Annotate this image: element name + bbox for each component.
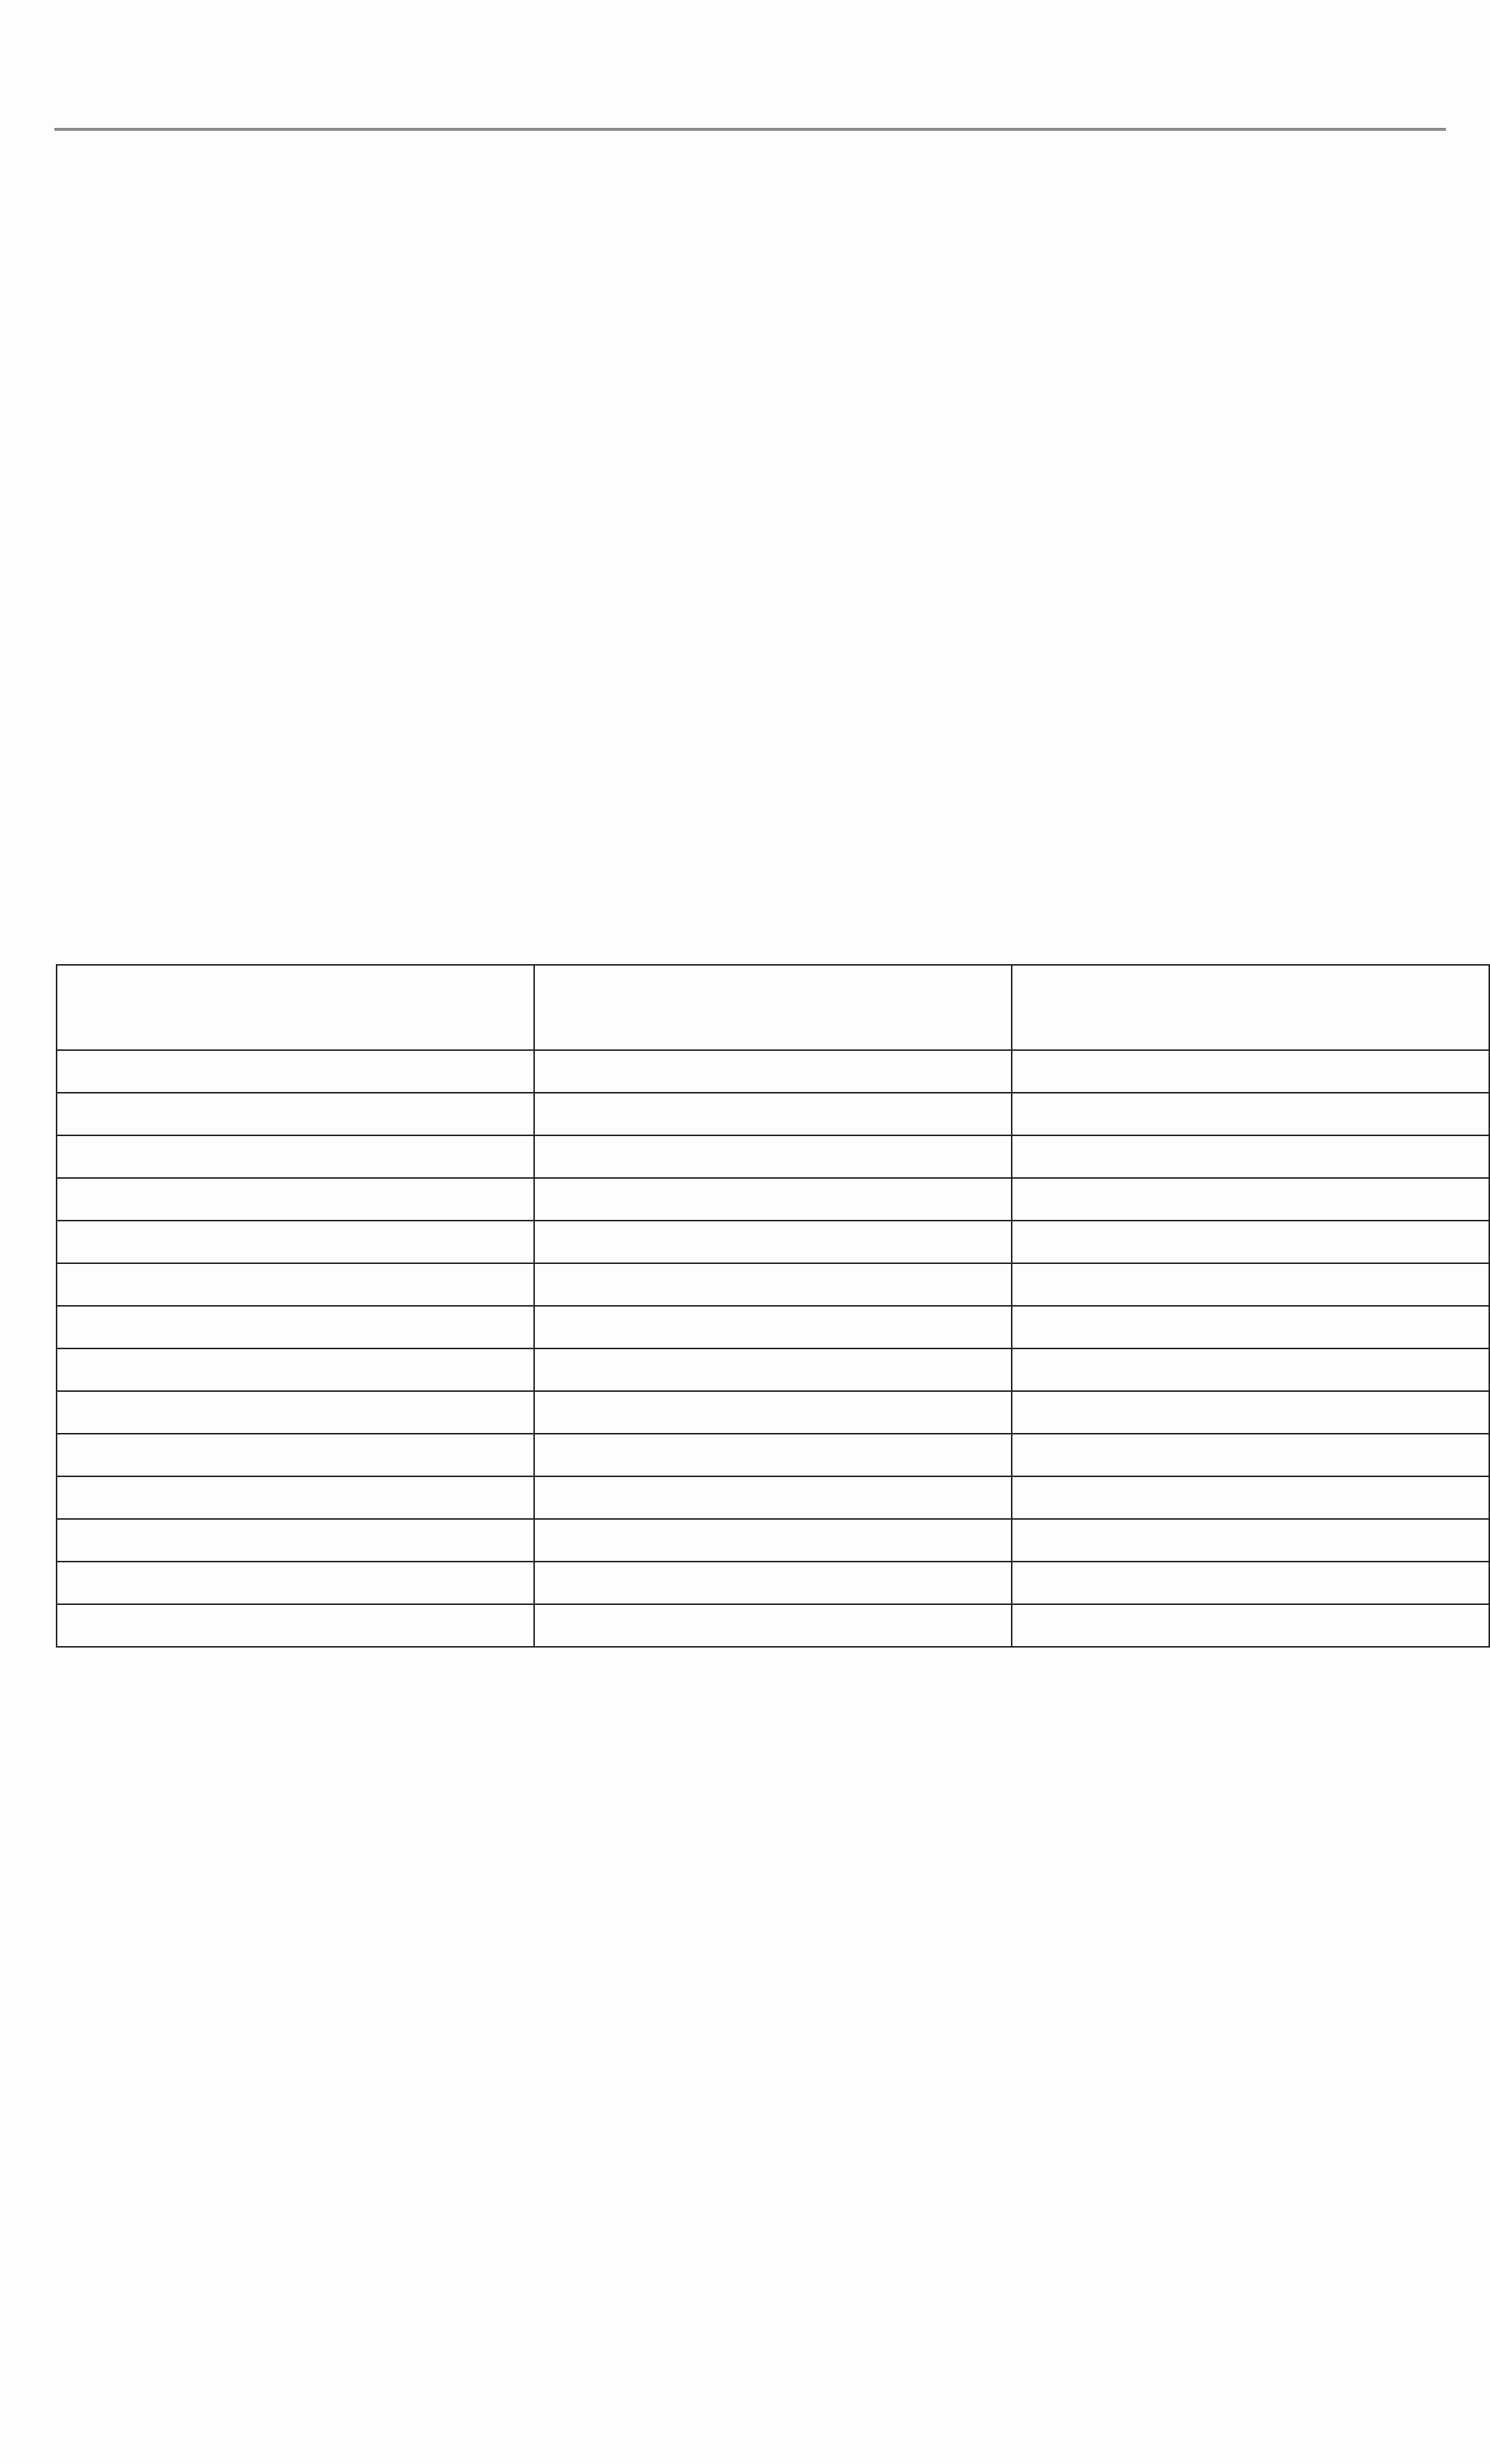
table-cell [57, 1306, 534, 1348]
table-row [57, 1434, 1489, 1476]
table-cell [534, 1306, 1012, 1348]
table-cell [57, 1476, 534, 1519]
table-header-row [57, 965, 1489, 1050]
table-cell [534, 1348, 1012, 1391]
table-cell [1012, 1093, 1489, 1135]
table-cell [534, 1519, 1012, 1562]
table-cell [534, 1476, 1012, 1519]
table-cell [57, 1391, 534, 1434]
table-cell [534, 1604, 1012, 1647]
table-body [57, 965, 1489, 1647]
table-cell [1012, 1178, 1489, 1221]
table-cell [1012, 1050, 1489, 1093]
table-cell [1012, 1604, 1489, 1647]
table-cell [1012, 1562, 1489, 1604]
table-row [57, 1221, 1489, 1263]
table-row [57, 1604, 1489, 1647]
table-cell [57, 1519, 534, 1562]
table-cell [534, 1263, 1012, 1306]
table-cell [57, 1135, 534, 1178]
table-row [57, 1135, 1489, 1178]
table-row [57, 1562, 1489, 1604]
table-cell [1012, 1221, 1489, 1263]
table-cell [1012, 1135, 1489, 1178]
table-row [57, 1476, 1489, 1519]
top-horizontal-rule [54, 128, 1446, 131]
table-cell [57, 1178, 534, 1221]
table-cell [534, 1434, 1012, 1476]
table-row [57, 1178, 1489, 1221]
table-cell [57, 1263, 534, 1306]
table-row [57, 1391, 1489, 1434]
table-header-cell [1012, 965, 1489, 1050]
table-row [57, 1348, 1489, 1391]
table-header-cell [57, 965, 534, 1050]
table-cell [1012, 1519, 1489, 1562]
table-cell [1012, 1476, 1489, 1519]
table-cell [57, 1348, 534, 1391]
document-table [56, 964, 1490, 1648]
table-row [57, 1050, 1489, 1093]
table-cell [534, 1178, 1012, 1221]
table-header-cell [534, 965, 1012, 1050]
table-cell [534, 1050, 1012, 1093]
table-cell [57, 1050, 534, 1093]
table-cell [1012, 1391, 1489, 1434]
table-cell [57, 1562, 534, 1604]
table-row [57, 1093, 1489, 1135]
table-cell [1012, 1348, 1489, 1391]
table-cell [534, 1093, 1012, 1135]
table-cell [534, 1135, 1012, 1178]
table-row [57, 1306, 1489, 1348]
table-row [57, 1263, 1489, 1306]
table-cell [1012, 1306, 1489, 1348]
table-cell [1012, 1434, 1489, 1476]
table-cell [57, 1221, 534, 1263]
table-cell [57, 1604, 534, 1647]
table-cell [534, 1221, 1012, 1263]
table-row [57, 1519, 1489, 1562]
table-cell [57, 1093, 534, 1135]
table-cell [1012, 1263, 1489, 1306]
table-cell [534, 1562, 1012, 1604]
table-cell [534, 1391, 1012, 1434]
table-cell [57, 1434, 534, 1476]
